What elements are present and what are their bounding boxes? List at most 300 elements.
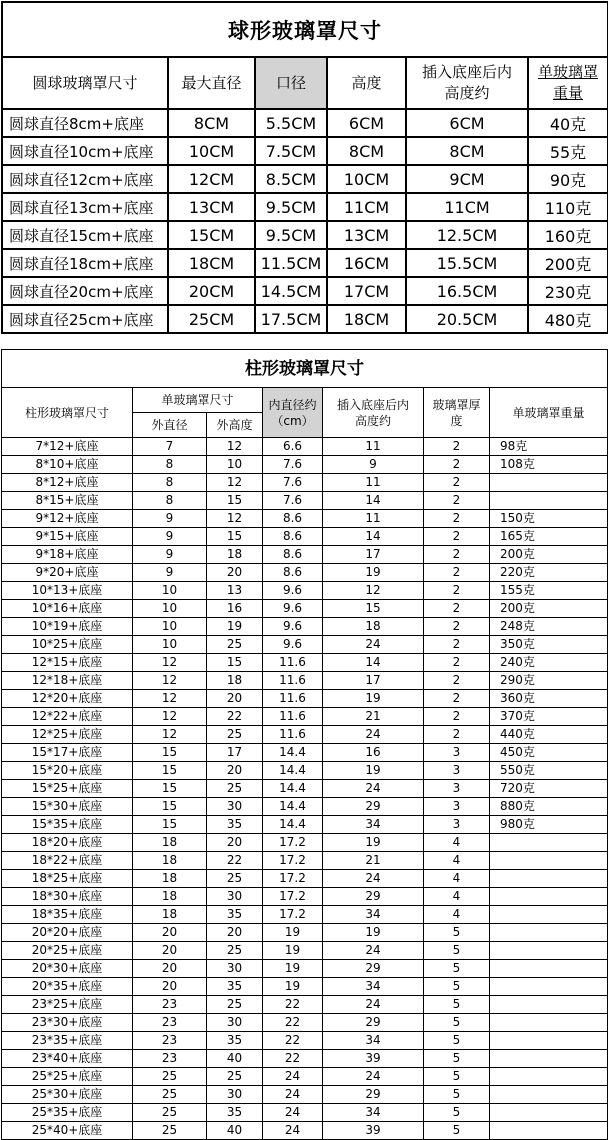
cylinder-cell-thickness: 2 xyxy=(424,474,490,492)
table-row xyxy=(2,1014,608,1032)
cylinder-cell-weight: 550克 xyxy=(490,762,608,780)
cylinder-cell-insert-height: 29 xyxy=(323,888,424,906)
cylinder-cell-thickness: 2 xyxy=(424,672,490,690)
cylinder-cell-insert-height: 12 xyxy=(323,582,424,600)
cylinder-cell-outer-height: 12 xyxy=(207,474,263,492)
cylinder-cell-insert-height: 34 xyxy=(323,978,424,996)
sphere-cell-mouth: 11.5CM xyxy=(255,249,327,277)
cylinder-cell-weight: 880克 xyxy=(490,798,608,816)
cylinder-cell-name: 7*12+底座 xyxy=(2,438,133,456)
cylinder-cell-thickness: 2 xyxy=(424,438,490,456)
cylinder-cell-outer-height: 15 xyxy=(207,492,263,510)
cylinder-cell-outer-diameter: 18 xyxy=(133,834,207,852)
cylinder-cell-outer-height: 30 xyxy=(207,1086,263,1104)
cylinder-cell-inner-diameter: 22 xyxy=(263,1032,323,1050)
table-row xyxy=(2,193,608,221)
table-row xyxy=(2,618,608,636)
sphere-cell-mouth: 7.5CM xyxy=(255,137,327,165)
cylinder-cell-name: 12*25+底座 xyxy=(2,726,133,744)
sphere-cell-height: 16CM xyxy=(327,249,406,277)
cylinder-cell-inner-diameter: 8.6 xyxy=(263,510,323,528)
cylinder-cell-weight xyxy=(490,942,608,960)
cylinder-cell-thickness: 5 xyxy=(424,1104,490,1122)
cylinder-cell-outer-diameter: 15 xyxy=(133,762,207,780)
cylinder-cell-weight: 290克 xyxy=(490,672,608,690)
cylinder-cell-outer-diameter: 25 xyxy=(133,1122,207,1140)
sphere-cell-name: 圆球直径15cm+底座 xyxy=(2,221,168,249)
cylinder-cell-name: 12*22+底座 xyxy=(2,708,133,726)
sphere-cell-height: 18CM xyxy=(327,305,406,333)
cylinder-cell-inner-diameter: 19 xyxy=(263,942,323,960)
cylinder-cell-thickness: 2 xyxy=(424,456,490,474)
cylinder-cell-weight xyxy=(490,960,608,978)
cylinder-cell-thickness: 3 xyxy=(424,798,490,816)
cylinder-header-weight: 单玻璃罩重量 xyxy=(490,388,608,438)
cylinder-cell-name: 18*20+底座 xyxy=(2,834,133,852)
cylinder-cell-outer-diameter: 23 xyxy=(133,1032,207,1050)
cylinder-cell-weight xyxy=(490,834,608,852)
sphere-header-max-diameter: 最大直径 xyxy=(168,57,255,109)
cylinder-cell-weight: 450克 xyxy=(490,744,608,762)
cylinder-cell-thickness: 2 xyxy=(424,654,490,672)
cylinder-cell-outer-height: 19 xyxy=(207,618,263,636)
cylinder-cell-outer-diameter: 25 xyxy=(133,1068,207,1086)
sphere-cell-max-diameter: 12CM xyxy=(168,165,255,193)
cylinder-cell-insert-height: 19 xyxy=(323,924,424,942)
sphere-cell-weight: 200克 xyxy=(528,249,608,277)
cylinder-cell-name: 23*40+底座 xyxy=(2,1050,133,1068)
cylinder-cell-inner-diameter: 24 xyxy=(263,1122,323,1140)
cylinder-cell-weight xyxy=(490,870,608,888)
cylinder-cell-name: 18*30+底座 xyxy=(2,888,133,906)
cylinder-cell-weight xyxy=(490,888,608,906)
sphere-cell-name: 圆球直径20cm+底座 xyxy=(2,277,168,305)
cylinder-cell-thickness: 4 xyxy=(424,888,490,906)
sphere-cell-height: 11CM xyxy=(327,193,406,221)
sphere-cell-mouth: 14.5CM xyxy=(255,277,327,305)
cylinder-cell-thickness: 2 xyxy=(424,546,490,564)
table-row xyxy=(2,1104,608,1122)
table-row xyxy=(2,744,608,762)
cylinder-cell-insert-height: 19 xyxy=(323,834,424,852)
cylinder-cell-inner-diameter: 17.2 xyxy=(263,888,323,906)
cylinder-cell-insert-height: 11 xyxy=(323,474,424,492)
cylinder-cell-outer-height: 25 xyxy=(207,726,263,744)
cylinder-cell-thickness: 3 xyxy=(424,780,490,798)
cylinder-cell-insert-height: 34 xyxy=(323,1032,424,1050)
cylinder-cell-insert-height: 34 xyxy=(323,906,424,924)
cylinder-cell-name: 10*25+底座 xyxy=(2,636,133,654)
table-row xyxy=(2,906,608,924)
cylinder-cell-thickness: 2 xyxy=(424,582,490,600)
table-row xyxy=(2,1122,608,1140)
cylinder-cell-weight: 98克 xyxy=(490,438,608,456)
cylinder-cell-weight: 155克 xyxy=(490,582,608,600)
cylinder-cell-weight: 150克 xyxy=(490,510,608,528)
cylinder-cell-insert-height: 39 xyxy=(323,1122,424,1140)
sphere-cell-insert-height: 20.5CM xyxy=(406,305,528,333)
cylinder-cell-outer-height: 35 xyxy=(207,1032,263,1050)
cylinder-cell-name: 25*40+底座 xyxy=(2,1122,133,1140)
cylinder-cell-inner-diameter: 22 xyxy=(263,1014,323,1032)
sphere-cell-height: 13CM xyxy=(327,221,406,249)
cylinder-cell-outer-diameter: 8 xyxy=(133,492,207,510)
cylinder-cell-outer-height: 25 xyxy=(207,942,263,960)
cylinder-cell-outer-height: 22 xyxy=(207,852,263,870)
sphere-cell-weight: 110克 xyxy=(528,193,608,221)
cylinder-cell-outer-diameter: 15 xyxy=(133,816,207,834)
cylinder-cell-outer-diameter: 20 xyxy=(133,924,207,942)
sphere-cell-insert-height: 6CM xyxy=(406,109,528,137)
cylinder-cell-name: 18*35+底座 xyxy=(2,906,133,924)
cylinder-cell-inner-diameter: 11.6 xyxy=(263,672,323,690)
sphere-cell-max-diameter: 25CM xyxy=(168,305,255,333)
sphere-cell-max-diameter: 10CM xyxy=(168,137,255,165)
cylinder-cell-weight: 360克 xyxy=(490,690,608,708)
cylinder-cell-outer-diameter: 10 xyxy=(133,618,207,636)
cylinder-cell-outer-height: 40 xyxy=(207,1050,263,1068)
cylinder-cell-insert-height: 24 xyxy=(323,780,424,798)
cylinder-cell-inner-diameter: 7.6 xyxy=(263,474,323,492)
cylinder-cell-weight xyxy=(490,1104,608,1122)
cylinder-cell-outer-diameter: 23 xyxy=(133,1050,207,1068)
table-row xyxy=(2,564,608,582)
cylinder-cell-insert-height: 29 xyxy=(323,960,424,978)
cylinder-cell-name: 10*13+底座 xyxy=(2,582,133,600)
cylinder-cell-insert-height: 24 xyxy=(323,636,424,654)
table-row xyxy=(2,690,608,708)
cylinder-cell-weight: 200克 xyxy=(490,600,608,618)
cylinder-cell-thickness: 2 xyxy=(424,564,490,582)
cylinder-cell-insert-height: 14 xyxy=(323,654,424,672)
cylinder-cell-outer-diameter: 12 xyxy=(133,672,207,690)
cylinder-cell-outer-diameter: 18 xyxy=(133,906,207,924)
cylinder-cell-outer-diameter: 18 xyxy=(133,852,207,870)
cylinder-cell-name: 12*15+底座 xyxy=(2,654,133,672)
cylinder-cell-inner-diameter: 11.6 xyxy=(263,690,323,708)
cylinder-cell-outer-diameter: 18 xyxy=(133,888,207,906)
cylinder-cell-thickness: 4 xyxy=(424,852,490,870)
cylinder-cell-outer-diameter: 23 xyxy=(133,996,207,1014)
cylinder-cell-thickness: 5 xyxy=(424,960,490,978)
cylinder-cell-inner-diameter: 17.2 xyxy=(263,834,323,852)
sphere-cell-weight: 160克 xyxy=(528,221,608,249)
cylinder-cell-outer-height: 30 xyxy=(207,1014,263,1032)
sphere-cell-max-diameter: 20CM xyxy=(168,277,255,305)
table-row xyxy=(2,924,608,942)
table-row xyxy=(2,816,608,834)
cylinder-header-inner-line1: 内直径约 xyxy=(268,397,317,412)
cylinder-cell-insert-height: 34 xyxy=(323,816,424,834)
cylinder-cell-outer-diameter: 18 xyxy=(133,870,207,888)
sphere-cell-name: 圆球直径13cm+底座 xyxy=(2,193,168,221)
cylinder-size-table xyxy=(1,349,608,1140)
cylinder-cell-name: 25*25+底座 xyxy=(2,1068,133,1086)
cylinder-cell-inner-diameter: 22 xyxy=(263,996,323,1014)
cylinder-table-body xyxy=(2,438,608,1140)
cylinder-cell-weight: 350克 xyxy=(490,636,608,654)
table-row xyxy=(2,762,608,780)
cylinder-cell-outer-height: 18 xyxy=(207,672,263,690)
sphere-cell-weight: 480克 xyxy=(528,305,608,333)
cylinder-cell-weight xyxy=(490,1068,608,1086)
cylinder-cell-outer-height: 35 xyxy=(207,816,263,834)
cylinder-cell-outer-diameter: 7 xyxy=(133,438,207,456)
sphere-header-height: 高度 xyxy=(327,57,406,109)
cylinder-cell-inner-diameter: 9.6 xyxy=(263,600,323,618)
cylinder-cell-outer-diameter: 25 xyxy=(133,1086,207,1104)
cylinder-cell-thickness: 2 xyxy=(424,510,490,528)
cylinder-cell-outer-diameter: 10 xyxy=(133,600,207,618)
cylinder-cell-outer-diameter: 12 xyxy=(133,708,207,726)
cylinder-cell-weight xyxy=(490,1032,608,1050)
cylinder-cell-name: 20*20+底座 xyxy=(2,924,133,942)
sphere-header-insert-height xyxy=(406,57,528,109)
sphere-cell-name: 圆球直径18cm+底座 xyxy=(2,249,168,277)
cylinder-header-inner-line2: （cm） xyxy=(271,413,314,428)
sphere-header-insert-line2: 高度约 xyxy=(444,84,490,102)
cylinder-cell-inner-diameter: 24 xyxy=(263,1068,323,1086)
cylinder-cell-weight: 440克 xyxy=(490,726,608,744)
cylinder-cell-insert-height: 21 xyxy=(323,708,424,726)
cylinder-cell-outer-diameter: 20 xyxy=(133,942,207,960)
cylinder-header-inner-diameter xyxy=(263,388,323,438)
cylinder-cell-weight xyxy=(490,1122,608,1140)
table-row xyxy=(2,1050,608,1068)
sphere-cell-insert-height: 15.5CM xyxy=(406,249,528,277)
table-row xyxy=(2,582,608,600)
cylinder-cell-outer-diameter: 9 xyxy=(133,510,207,528)
cylinder-cell-inner-diameter: 24 xyxy=(263,1086,323,1104)
table-row xyxy=(2,726,608,744)
cylinder-header-name: 柱形玻璃罩尺寸 xyxy=(2,388,133,438)
sphere-cell-mouth: 8.5CM xyxy=(255,165,327,193)
table-row xyxy=(2,221,608,249)
cylinder-cell-name: 12*18+底座 xyxy=(2,672,133,690)
cylinder-cell-name: 9*12+底座 xyxy=(2,510,133,528)
sphere-size-table xyxy=(1,1,608,334)
sphere-cell-weight: 230克 xyxy=(528,277,608,305)
cylinder-cell-inner-diameter: 8.6 xyxy=(263,546,323,564)
cylinder-cell-outer-height: 16 xyxy=(207,600,263,618)
cylinder-cell-thickness: 4 xyxy=(424,906,490,924)
table-row xyxy=(2,978,608,996)
sphere-cell-mouth: 9.5CM xyxy=(255,193,327,221)
sphere-cell-name: 圆球直径25cm+底座 xyxy=(2,305,168,333)
sphere-header-weight-line1: 单玻璃罩 xyxy=(537,63,598,81)
cylinder-cell-weight xyxy=(490,1050,608,1068)
cylinder-cell-outer-diameter: 12 xyxy=(133,654,207,672)
cylinder-cell-insert-height: 17 xyxy=(323,546,424,564)
cylinder-cell-insert-height: 17 xyxy=(323,672,424,690)
cylinder-header-single-size: 单玻璃罩尺寸 xyxy=(133,388,263,413)
cylinder-cell-name: 15*30+底座 xyxy=(2,798,133,816)
cylinder-cell-outer-diameter: 9 xyxy=(133,564,207,582)
cylinder-cell-outer-height: 20 xyxy=(207,762,263,780)
sphere-table-body xyxy=(2,109,608,333)
sphere-header-mouth: 口径 xyxy=(255,57,327,109)
table-row xyxy=(2,249,608,277)
cylinder-cell-outer-height: 20 xyxy=(207,564,263,582)
cylinder-cell-insert-height: 14 xyxy=(323,528,424,546)
cylinder-cell-insert-height: 24 xyxy=(323,1068,424,1086)
table-row xyxy=(2,277,608,305)
cylinder-cell-weight xyxy=(490,492,608,510)
cylinder-cell-inner-diameter: 14.4 xyxy=(263,744,323,762)
sphere-cell-name: 圆球直径12cm+底座 xyxy=(2,165,168,193)
cylinder-cell-insert-height: 16 xyxy=(323,744,424,762)
cylinder-cell-outer-diameter: 12 xyxy=(133,726,207,744)
cylinder-cell-insert-height: 39 xyxy=(323,1050,424,1068)
cylinder-cell-thickness: 5 xyxy=(424,942,490,960)
sphere-cell-insert-height: 8CM xyxy=(406,137,528,165)
table-row xyxy=(2,109,608,137)
cylinder-cell-outer-height: 25 xyxy=(207,996,263,1014)
cylinder-cell-inner-diameter: 19 xyxy=(263,960,323,978)
cylinder-cell-outer-height: 35 xyxy=(207,906,263,924)
cylinder-cell-weight: 240克 xyxy=(490,654,608,672)
cylinder-cell-outer-height: 35 xyxy=(207,978,263,996)
table-row xyxy=(2,672,608,690)
cylinder-cell-outer-height: 13 xyxy=(207,582,263,600)
table-row xyxy=(2,996,608,1014)
cylinder-cell-weight: 720克 xyxy=(490,780,608,798)
cylinder-cell-outer-diameter: 8 xyxy=(133,474,207,492)
cylinder-cell-insert-height: 34 xyxy=(323,1104,424,1122)
cylinder-cell-outer-height: 30 xyxy=(207,888,263,906)
cylinder-cell-thickness: 5 xyxy=(424,996,490,1014)
cylinder-cell-insert-height: 19 xyxy=(323,762,424,780)
cylinder-cell-outer-height: 15 xyxy=(207,654,263,672)
cylinder-cell-outer-diameter: 9 xyxy=(133,528,207,546)
sphere-cell-name: 圆球直径8cm+底座 xyxy=(2,109,168,137)
sphere-cell-height: 8CM xyxy=(327,137,406,165)
sphere-cell-max-diameter: 13CM xyxy=(168,193,255,221)
cylinder-cell-inner-diameter: 8.6 xyxy=(263,528,323,546)
sphere-cell-weight: 55克 xyxy=(528,137,608,165)
sphere-cell-insert-height: 12.5CM xyxy=(406,221,528,249)
cylinder-cell-outer-diameter: 9 xyxy=(133,546,207,564)
table-row xyxy=(2,137,608,165)
cylinder-cell-weight: 165克 xyxy=(490,528,608,546)
cylinder-cell-insert-height: 19 xyxy=(323,690,424,708)
cylinder-cell-insert-height: 24 xyxy=(323,996,424,1014)
cylinder-header-outer-height: 外高度 xyxy=(207,413,263,438)
table-row xyxy=(2,798,608,816)
sphere-cell-max-diameter: 18CM xyxy=(168,249,255,277)
cylinder-cell-name: 23*25+底座 xyxy=(2,996,133,1014)
cylinder-cell-insert-height: 9 xyxy=(323,456,424,474)
sphere-cell-mouth: 9.5CM xyxy=(255,221,327,249)
table-row xyxy=(2,834,608,852)
cylinder-cell-thickness: 4 xyxy=(424,834,490,852)
cylinder-cell-outer-diameter: 8 xyxy=(133,456,207,474)
cylinder-cell-thickness: 5 xyxy=(424,1068,490,1086)
cylinder-cell-thickness: 2 xyxy=(424,600,490,618)
sphere-cell-max-diameter: 8CM xyxy=(168,109,255,137)
table-row xyxy=(2,600,608,618)
table-row xyxy=(2,852,608,870)
cylinder-cell-inner-diameter: 14.4 xyxy=(263,816,323,834)
cylinder-cell-thickness: 5 xyxy=(424,924,490,942)
sphere-header-weight xyxy=(528,57,608,109)
cylinder-cell-inner-diameter: 14.4 xyxy=(263,762,323,780)
cylinder-cell-name: 15*20+底座 xyxy=(2,762,133,780)
cylinder-table-title: 柱形玻璃罩尺寸 xyxy=(2,350,608,388)
cylinder-cell-outer-height: 10 xyxy=(207,456,263,474)
cylinder-cell-inner-diameter: 19 xyxy=(263,924,323,942)
table-row xyxy=(2,636,608,654)
table-row xyxy=(2,456,608,474)
cylinder-cell-name: 9*20+底座 xyxy=(2,564,133,582)
cylinder-header-insert-line2: 高度约 xyxy=(354,413,391,428)
cylinder-cell-inner-diameter: 11.6 xyxy=(263,708,323,726)
cylinder-header-insert-line1: 插入底座后内 xyxy=(336,397,409,412)
cylinder-cell-outer-diameter: 15 xyxy=(133,780,207,798)
cylinder-cell-outer-height: 18 xyxy=(207,546,263,564)
cylinder-cell-outer-height: 25 xyxy=(207,870,263,888)
cylinder-cell-name: 23*35+底座 xyxy=(2,1032,133,1050)
cylinder-cell-thickness: 3 xyxy=(424,762,490,780)
cylinder-cell-name: 20*30+底座 xyxy=(2,960,133,978)
cylinder-cell-outer-height: 40 xyxy=(207,1122,263,1140)
cylinder-cell-weight xyxy=(490,474,608,492)
cylinder-cell-name: 25*30+底座 xyxy=(2,1086,133,1104)
table-row xyxy=(2,888,608,906)
cylinder-cell-name: 15*17+底座 xyxy=(2,744,133,762)
cylinder-cell-name: 20*25+底座 xyxy=(2,942,133,960)
cylinder-cell-name: 9*15+底座 xyxy=(2,528,133,546)
cylinder-cell-thickness: 5 xyxy=(424,1050,490,1068)
cylinder-cell-weight xyxy=(490,924,608,942)
cylinder-cell-insert-height: 18 xyxy=(323,618,424,636)
cylinder-cell-outer-height: 25 xyxy=(207,780,263,798)
sphere-cell-max-diameter: 15CM xyxy=(168,221,255,249)
cylinder-cell-outer-height: 30 xyxy=(207,798,263,816)
cylinder-cell-weight xyxy=(490,1086,608,1104)
cylinder-cell-outer-diameter: 25 xyxy=(133,1104,207,1122)
cylinder-cell-outer-diameter: 20 xyxy=(133,960,207,978)
cylinder-cell-insert-height: 14 xyxy=(323,492,424,510)
cylinder-cell-outer-diameter: 23 xyxy=(133,1014,207,1032)
sphere-header-row xyxy=(2,57,608,109)
cylinder-cell-insert-height: 21 xyxy=(323,852,424,870)
cylinder-cell-inner-diameter: 7.6 xyxy=(263,456,323,474)
cylinder-cell-thickness: 5 xyxy=(424,1122,490,1140)
cylinder-cell-thickness: 2 xyxy=(424,636,490,654)
cylinder-cell-thickness: 5 xyxy=(424,978,490,996)
sphere-cell-height: 10CM xyxy=(327,165,406,193)
cylinder-cell-name: 10*16+底座 xyxy=(2,600,133,618)
sphere-cell-name: 圆球直径10cm+底座 xyxy=(2,137,168,165)
cylinder-cell-weight: 108克 xyxy=(490,456,608,474)
cylinder-cell-inner-diameter: 9.6 xyxy=(263,618,323,636)
cylinder-cell-thickness: 3 xyxy=(424,816,490,834)
table-row xyxy=(2,165,608,193)
cylinder-cell-outer-diameter: 10 xyxy=(133,582,207,600)
table-row xyxy=(2,1032,608,1050)
cylinder-cell-weight: 200克 xyxy=(490,546,608,564)
cylinder-cell-thickness: 2 xyxy=(424,690,490,708)
cylinder-cell-thickness: 4 xyxy=(424,870,490,888)
cylinder-cell-name: 25*35+底座 xyxy=(2,1104,133,1122)
cylinder-cell-thickness: 5 xyxy=(424,1014,490,1032)
cylinder-cell-outer-height: 35 xyxy=(207,1104,263,1122)
cylinder-cell-inner-diameter: 11.6 xyxy=(263,726,323,744)
cylinder-header-thickness-line1: 玻璃罩厚 xyxy=(432,397,481,412)
table-row xyxy=(2,305,608,333)
cylinder-cell-outer-height: 17 xyxy=(207,744,263,762)
